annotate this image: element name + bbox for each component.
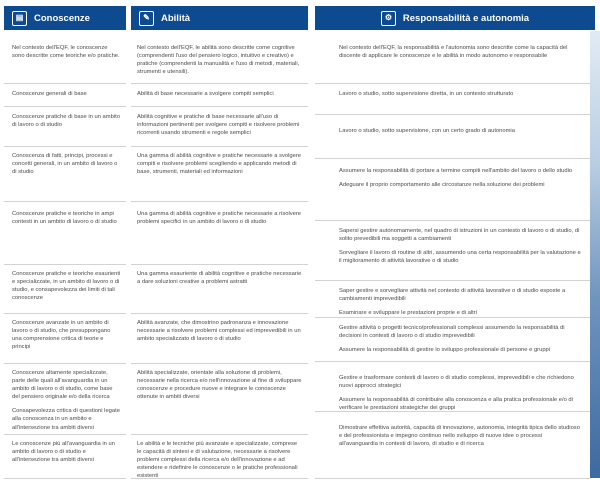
conoscenze-text: Le conoscenze più all'avanguardia in un ambito di lavoro o di studio e all'intersezione tra ambiti diversi bbox=[12, 441, 115, 464]
responsabilita-cell bbox=[315, 87, 590, 104]
conoscenze-row bbox=[4, 264, 126, 314]
conoscenze-row bbox=[4, 313, 126, 364]
responsabilita-row bbox=[315, 361, 590, 412]
conoscenze-text: Conoscenze avanzate in un ambito di lavoro o di studio, che presuppongano una comprensione critica di teorie e principi bbox=[12, 320, 111, 351]
header-conoscenze-label: Conoscenze bbox=[34, 12, 90, 24]
abilita-cell bbox=[131, 437, 308, 486]
responsabilita-text: Assumere la responsabilità di contribuire alla conoscenza e alla pratica professionale e/o di verificare le prestazioni strategiche dei gruppi bbox=[339, 397, 573, 412]
abilita-text: Una gamma di abilità cognitive e pratiche necessarie a risolvere problemi specifici in un ambito di lavoro o di studio bbox=[137, 211, 302, 226]
conoscenze-cell bbox=[4, 149, 126, 182]
header-abilita bbox=[131, 6, 308, 30]
header-responsabilita bbox=[315, 6, 595, 30]
header-abilita-label: Abilità bbox=[161, 12, 191, 24]
abilita-text: Una gamma di abilità cognitive e pratiche necessarie a svolgere compiti e risolvere problemi scegliendo e applicando metodi di base, strumenti, materiali ed informazioni bbox=[137, 153, 302, 176]
responsabilita-text: Adeguare il proprio comportamento alle circostanze nella soluzione dei problemi bbox=[339, 182, 545, 189]
responsabilita-text: Dimostrare effettiva autorità, capacità di innovazione, autonomia, integrità tipica dello studioso e del professionista e impegno continuo nello sviluppo di nuove idee o processi all'avanguardia in contesti di lavoro, di studio e di ricerca bbox=[339, 425, 580, 448]
conoscenze-cell bbox=[4, 267, 126, 308]
responsabilita-cell bbox=[315, 124, 590, 141]
abilita-row bbox=[131, 434, 308, 479]
responsabilita-row bbox=[315, 158, 590, 221]
tool-icon: ✎ bbox=[139, 11, 154, 26]
person-gear-icon: ⚙ bbox=[381, 11, 396, 26]
header-responsabilita-label: Responsabilità e autonomia bbox=[402, 12, 530, 24]
conoscenze-cell bbox=[4, 41, 126, 66]
abilita-text: Nel contesto dell'EQF, le abilità sono descritte come cognitive (comprendenti l'uso del pensiero logico, intuitivo e creativo) e pratiche (comprendenti la manualità e l'uso di metodi, materiali, strumenti e utensili). bbox=[137, 45, 300, 76]
conoscenze-text: Consapevolezza critica di questioni legate alla conoscenza in un ambito e all'intersezione tra ambiti diversi bbox=[12, 408, 120, 431]
abilita-row bbox=[131, 363, 308, 435]
abilita-text: Abilità cognitive e pratiche di base necessarie all'uso di informazioni pertinenti per svolgere compiti e risolvere problemi ricorrenti usando strumenti e regole semplici bbox=[137, 114, 300, 137]
responsabilita-text: Gestire attività o progetti tecnico/professionali complessi assumendo la responsabilità di decisioni in contesti di lavoro o di studio imprevedibili bbox=[339, 325, 565, 340]
abilita-cell bbox=[131, 41, 308, 82]
column-responsabilita bbox=[315, 31, 590, 478]
abilita-cell bbox=[131, 149, 308, 182]
abilita-text: Una gamma esauriente di abilità cognitive e pratiche necessarie a dare soluzioni creative a problemi astratti bbox=[137, 271, 302, 286]
responsabilita-text: Assumere la responsabilità di gestire lo sviluppo professionale di persone e gruppi bbox=[339, 347, 551, 354]
abilita-cell bbox=[131, 207, 308, 232]
responsabilita-row bbox=[315, 317, 590, 362]
responsabilita-cell bbox=[315, 224, 590, 271]
responsabilita-text: Esaminare e sviluppare le prestazioni proprie e di altri bbox=[339, 310, 477, 317]
responsabilita-text: Gestire e trasformare contesti di lavoro o di studio complessi, imprevedibili e che richiedono nuovi approcci strategici bbox=[339, 375, 574, 390]
conoscenze-row bbox=[4, 146, 126, 202]
column-conoscenze bbox=[4, 31, 126, 478]
abilita-text: Abilità di base necessarie a svolgere compiti semplici bbox=[137, 91, 274, 97]
conoscenze-text: Conoscenze pratiche e teoriche in ampi contesti in un ambito di lavoro o di studio bbox=[12, 211, 117, 226]
responsabilita-cell bbox=[315, 164, 590, 195]
responsabilita-cell bbox=[315, 321, 590, 360]
responsabilita-text: Lavoro o studio, sotto supervisione, con un certo grado di autonomia bbox=[339, 128, 515, 134]
abilita-text: Abilità avanzate, che dimostrino padronanza e innovazione necessarie a risolvere problemi complessi ed imprevedibili in un ambito specializzato di lavoro o di studio bbox=[137, 320, 301, 343]
conoscenze-row bbox=[4, 106, 126, 147]
responsabilita-text: Lavoro o studio, sotto supervisione diretta, in un contesto strutturato bbox=[339, 91, 514, 97]
conoscenze-text: Nel contesto dell'EQF, le conoscenze sono descritte come teoriche e/o pratiche. bbox=[12, 45, 120, 60]
abilita-cell bbox=[131, 87, 308, 104]
column-abilita bbox=[131, 31, 308, 478]
conoscenze-row bbox=[4, 83, 126, 107]
responsabilita-row bbox=[315, 114, 590, 159]
conoscenze-cell bbox=[4, 366, 126, 438]
header-conoscenze bbox=[4, 6, 126, 30]
conoscenze-row bbox=[4, 363, 126, 435]
responsabilita-row bbox=[315, 411, 590, 479]
responsabilita-row bbox=[315, 31, 590, 84]
conoscenze-cell bbox=[4, 437, 126, 470]
abilita-row bbox=[131, 83, 308, 107]
responsabilita-row bbox=[315, 280, 590, 318]
conoscenze-text: Conoscenze pratiche di base in un ambito di lavoro o di studio bbox=[12, 114, 120, 129]
abilita-row bbox=[131, 201, 308, 265]
book-icon: ▤ bbox=[12, 11, 27, 26]
conoscenze-row bbox=[4, 31, 126, 84]
abilita-cell bbox=[131, 316, 308, 349]
conoscenze-cell bbox=[4, 207, 126, 232]
conoscenze-text: Conoscenze altamente specializzate, parte delle quali all'avanguardia in un ambito di lavoro o di studio, come base del pensiero originale e/o della ricerca bbox=[12, 370, 113, 401]
responsabilita-text: Saper gestire e sorvegliare attività nel contesto di attività lavorative o di studio esposte a cambiamenti imprevedibili bbox=[339, 288, 566, 303]
conoscenze-cell bbox=[4, 316, 126, 357]
conoscenze-row bbox=[4, 201, 126, 265]
abilita-row bbox=[131, 31, 308, 84]
abilita-text: Abilità specializzate, orientate alla soluzione di problemi, necessarie nella ricerca e/o nell'innovazione al fine di sviluppare conoscenze e procedure nuove e integrare le conoscenze ottenute in ambiti diversi bbox=[137, 370, 302, 401]
conoscenze-cell bbox=[4, 110, 126, 135]
responsabilita-cell bbox=[315, 41, 590, 66]
conoscenze-cell bbox=[4, 87, 126, 104]
responsabilita-row bbox=[315, 220, 590, 281]
abilita-row bbox=[131, 146, 308, 202]
conoscenze-text: Conoscenze generali di base bbox=[12, 91, 87, 97]
conoscenze-text: Conoscenza di fatti, principi, processi e concetti generali, in un ambito di lavoro o di studio bbox=[12, 153, 118, 176]
conoscenze-row bbox=[4, 434, 126, 479]
abilita-cell bbox=[131, 267, 308, 292]
responsabilita-cell bbox=[315, 421, 590, 454]
level-gradient-stripe bbox=[590, 31, 600, 478]
abilita-cell bbox=[131, 366, 308, 407]
responsabilita-row bbox=[315, 83, 590, 115]
responsabilita-text: Sorvegliare il lavoro di routine di altri, assumendo una certa responsabilità per la valutazione e il miglioramento di attività lavorative o di studio bbox=[339, 250, 581, 265]
responsabilita-text: Sapersi gestire autonomamente, nel quadro di istruzioni in un contesto di lavoro o di studio, di solito prevedibili ma soggetti a cambiamenti bbox=[339, 228, 580, 243]
abilita-text: Le abilità e le tecniche più avanzate e specializzate, comprese le capacità di sintesi e di valutazione, necessarie a risolvere problemi complessi della ricerca e/o dell'innovazione e ad estendere e ridefinire le conoscenze o le pratiche professionali esistenti bbox=[137, 441, 298, 480]
conoscenze-text: Conoscenze pratiche e teoriche esaurienti e specializzate, in un ambito di lavoro o di studio, e consapevolezza dei limiti di tali conoscenze bbox=[12, 271, 121, 302]
abilita-row bbox=[131, 313, 308, 364]
abilita-row bbox=[131, 264, 308, 314]
responsabilita-text: Nel contesto dell'EQF, la responsabilità e l'autonomia sono descritte come la capacità del discente di applicare le conoscenze e le abilità in modo autonomo e responsabile bbox=[339, 45, 568, 60]
responsabilita-text: Assumere la responsabilità di portare a termine compiti nell'ambito del lavoro o dello studio bbox=[339, 168, 573, 174]
abilita-cell bbox=[131, 110, 308, 143]
abilita-row bbox=[131, 106, 308, 147]
